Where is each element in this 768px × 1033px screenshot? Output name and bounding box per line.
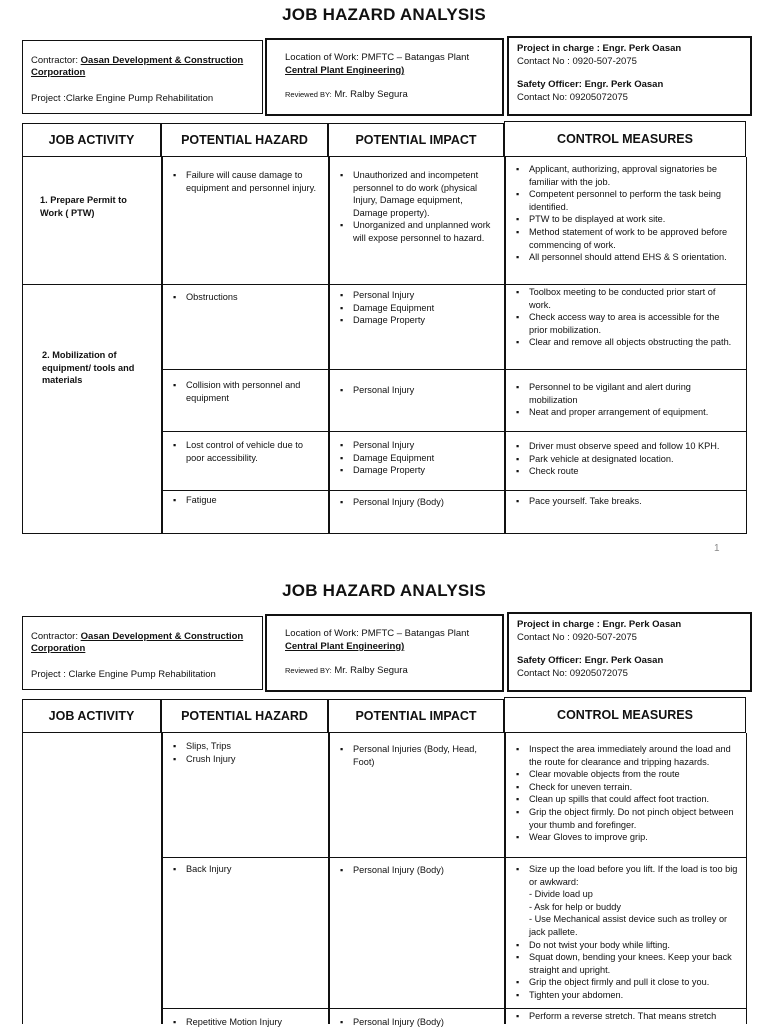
grid-line <box>161 431 746 432</box>
list-item: ▪ Fatigue <box>186 494 320 507</box>
page-number: 1 <box>714 543 720 554</box>
location-box <box>265 38 504 116</box>
col-header-hazard: POTENTIAL HAZARD <box>161 123 328 157</box>
page-title: JOB HAZARD ANALYSIS <box>282 5 486 24</box>
impact-cell <box>329 737 504 772</box>
list-item: ▪ Damage Equipment <box>353 452 496 465</box>
list-item: ▪ All personnel should attend EHS & S orientation. <box>529 251 738 264</box>
list-item: ▪ Check for uneven terrain. <box>529 781 738 794</box>
control-cell <box>505 375 746 423</box>
col-header-control: CONTROL MEASURES <box>504 121 746 157</box>
list-item: ▪ Slips, Trips <box>186 740 320 753</box>
list-item: ▪ Applicant, authorizing, approval signatories be familiar with the job. <box>529 163 738 188</box>
list-item: ▪ Obstructions <box>186 291 320 304</box>
list-item: ▪ Damage Property <box>353 464 496 477</box>
list-item: ▪ Personal Injuries (Body, Head, Foot) <box>353 743 496 768</box>
project-line: Project : Clarke Engine Pump Rehabilitation <box>31 669 216 680</box>
safety-contact: Contact No: 09205072075 <box>517 668 628 679</box>
list-item: ▪ Clear movable objects from the route <box>529 768 738 781</box>
project-line: Project :Clarke Engine Pump Rehabilitation <box>31 93 214 104</box>
list-item: ▪ Lost control of vehicle due to poor accessibility. <box>186 439 320 464</box>
list-item: ▪ Size up the load before you lift. If the load is too big or awkward: <box>529 863 738 888</box>
contractor-name: Oasan Development & Construction Corporation <box>31 55 244 78</box>
control-cell <box>505 280 746 353</box>
hazard-cell <box>162 163 328 198</box>
list-item: ▪ Clean up spills that could affect foot traction. <box>529 793 738 806</box>
grid-line <box>22 733 23 1024</box>
impact-cell <box>329 1010 504 1033</box>
list-item: ▪ Personal Injury (Body) <box>353 1016 496 1029</box>
grid-line <box>161 369 746 370</box>
project-in-charge: Project in charge : Engr. Perk Oasan <box>517 619 682 630</box>
list-item: ▪ Personal Injury <box>353 439 496 452</box>
list-item: ▪ Grip the object firmly and pull it close to you. <box>529 976 738 989</box>
contractor-line: Contractor: Oasan Development & Construction Corporation <box>31 55 244 78</box>
list-item: ▪ PTW to be displayed at work site. <box>529 213 738 226</box>
grid-line <box>22 533 746 534</box>
hazard-cell <box>162 1010 328 1033</box>
contractor-name: Oasan Development & Construction Corporation <box>31 631 244 654</box>
list-item: ▪ Grip the object firmly. Do not pinch object between your thumb and forefinger. <box>529 806 738 831</box>
list-item: ▪ Toolbox meeting to be conducted prior start of work. <box>529 286 738 311</box>
col-header-impact: POTENTIAL IMPACT <box>328 123 504 157</box>
list-item: ▪ Neat and proper arrangement of equipment. <box>529 406 738 419</box>
list-item: ▪ Pace yourself. Take breaks. <box>529 495 738 508</box>
control-cell <box>505 857 746 1006</box>
list-item: ▪ Perform a reverse stretch. That means stretch <box>529 1010 738 1023</box>
safety-officer: Safety Officer: Engr. Perk Oasan <box>517 655 664 666</box>
list-item: ▪ Repetitive Motion Injury <box>186 1016 320 1029</box>
grid-line <box>746 157 747 534</box>
list-item: ▪ Unauthorized and incompetent personnel to do work (physical Injury, Damage equipment, Damage property). <box>353 169 496 219</box>
list-item: ▪ Personal Injury <box>353 289 496 302</box>
list-item: ▪ Competent personnel to perform the task being identified. <box>529 188 738 213</box>
grid-line <box>22 157 23 534</box>
location-box <box>265 614 504 692</box>
list-item: ▪ Check route <box>529 465 738 478</box>
project-in-charge: Project in charge : Engr. Perk Oasan <box>517 43 682 54</box>
list-item: ▪ Personal Injury (Body) <box>353 496 496 509</box>
list-item: ▪ Tighten your abdomen. <box>529 989 738 1002</box>
hazard-cell <box>162 488 328 511</box>
sub-item: - Use Mechanical assist device such as trolley or jack pallete. <box>529 914 728 937</box>
list-item: ▪ Squat down, bending your knees. Keep your back straight and upright. <box>529 951 738 976</box>
col-header-activity: JOB ACTIVITY <box>22 699 161 733</box>
grid-line <box>161 157 163 534</box>
list-item: ▪ Wear Gloves to improve grip. <box>529 831 738 844</box>
page-title: JOB HAZARD ANALYSIS <box>282 581 486 600</box>
contact-number: Contact No : 0920-507-2075 <box>517 632 637 643</box>
sub-item: - Ask for help or buddy <box>529 901 621 912</box>
grid-line <box>746 733 747 1024</box>
list-item: ▪ Damage Property <box>353 314 496 327</box>
activity-1: 1. Prepare Permit to Work ( PTW) <box>40 195 127 218</box>
col-header-impact: POTENTIAL IMPACT <box>328 699 504 733</box>
control-cell <box>505 157 746 268</box>
location-line: Location of Work: PMFTC – Batangas Plant <box>285 628 470 639</box>
list-item: ▪ Check access way to area is accessible for the prior mobilization. <box>529 311 738 336</box>
list-item: ▪ Damage Equipment <box>353 302 496 315</box>
location-line: Location of Work: PMFTC – Batangas Plant <box>285 52 470 63</box>
safety-officer: Safety Officer: Engr. Perk Oasan <box>517 79 664 90</box>
list-item: ▪ Personal Injury (Body) <box>353 864 496 877</box>
impact-cell <box>329 433 504 481</box>
impact-cell <box>329 858 504 881</box>
list-item: ▪ Back Injury <box>186 863 320 876</box>
list-item: ▪ Collision with personnel and equipment <box>186 379 320 404</box>
hazard-cell <box>162 373 328 408</box>
control-cell <box>505 1004 746 1027</box>
list-item: ▪ Unorganized and unplanned work will expose personnel to hazard. <box>353 219 496 244</box>
impact-cell <box>329 378 504 401</box>
list-item: ▪ Clear and remove all objects obstructing the path. <box>529 336 738 349</box>
hazard-cell <box>162 734 328 769</box>
list-item: ▪ Personal Injury <box>353 384 496 397</box>
contact-number: Contact No : 0920-507-2075 <box>517 56 637 67</box>
list-item: ▪ Crush Injury <box>186 753 320 766</box>
control-cell <box>505 737 746 848</box>
list-item: ▪ Inspect the area immediately around the load and the route for clearance and tripping hazards. <box>529 743 738 768</box>
list-item: ▪ Personnel to be vigilant and alert during mobilization <box>529 381 738 406</box>
list-item: ▪ Method statement of work to be approved before commencing of work. <box>529 226 738 251</box>
contact-box <box>507 612 752 692</box>
hazard-cell <box>162 285 328 308</box>
contact-box <box>507 36 752 116</box>
list-item: ▪ Do not twist your body while lifting. <box>529 939 738 952</box>
location-sub: Central Plant Engineering) <box>285 65 405 76</box>
list-item: ▪ Driver must observe speed and follow 10 KPH. <box>529 440 738 453</box>
control-cell <box>505 489 746 512</box>
safety-contact: Contact No: 09205072075 <box>517 92 628 103</box>
list-item: ▪ Failure will cause damage to equipment and personnel injury. <box>186 169 320 194</box>
hazard-cell <box>162 857 328 880</box>
impact-cell <box>329 490 504 513</box>
activity-2: 2. Mobilization of equipment/ tools and materials <box>42 350 135 386</box>
reviewed-line: Reviewed BY: Mr. Ralby Segura <box>285 89 408 100</box>
col-header-activity: JOB ACTIVITY <box>22 123 161 157</box>
sub-item: - Divide load up <box>529 889 593 900</box>
control-cell <box>505 434 746 482</box>
col-header-hazard: POTENTIAL HAZARD <box>161 699 328 733</box>
location-sub: Central Plant Engineering) <box>285 641 405 652</box>
col-header-control: CONTROL MEASURES <box>504 697 746 733</box>
impact-cell <box>329 163 504 249</box>
contractor-box <box>22 616 263 690</box>
contractor-box <box>22 40 263 114</box>
list-item: ▪ Park vehicle at designated location. <box>529 453 738 466</box>
reviewed-line: Reviewed BY: Mr. Ralby Segura <box>285 665 408 676</box>
contractor-line: Contractor: Oasan Development & Construction Corporation <box>31 631 244 654</box>
hazard-cell <box>162 433 328 468</box>
impact-cell <box>329 283 504 331</box>
